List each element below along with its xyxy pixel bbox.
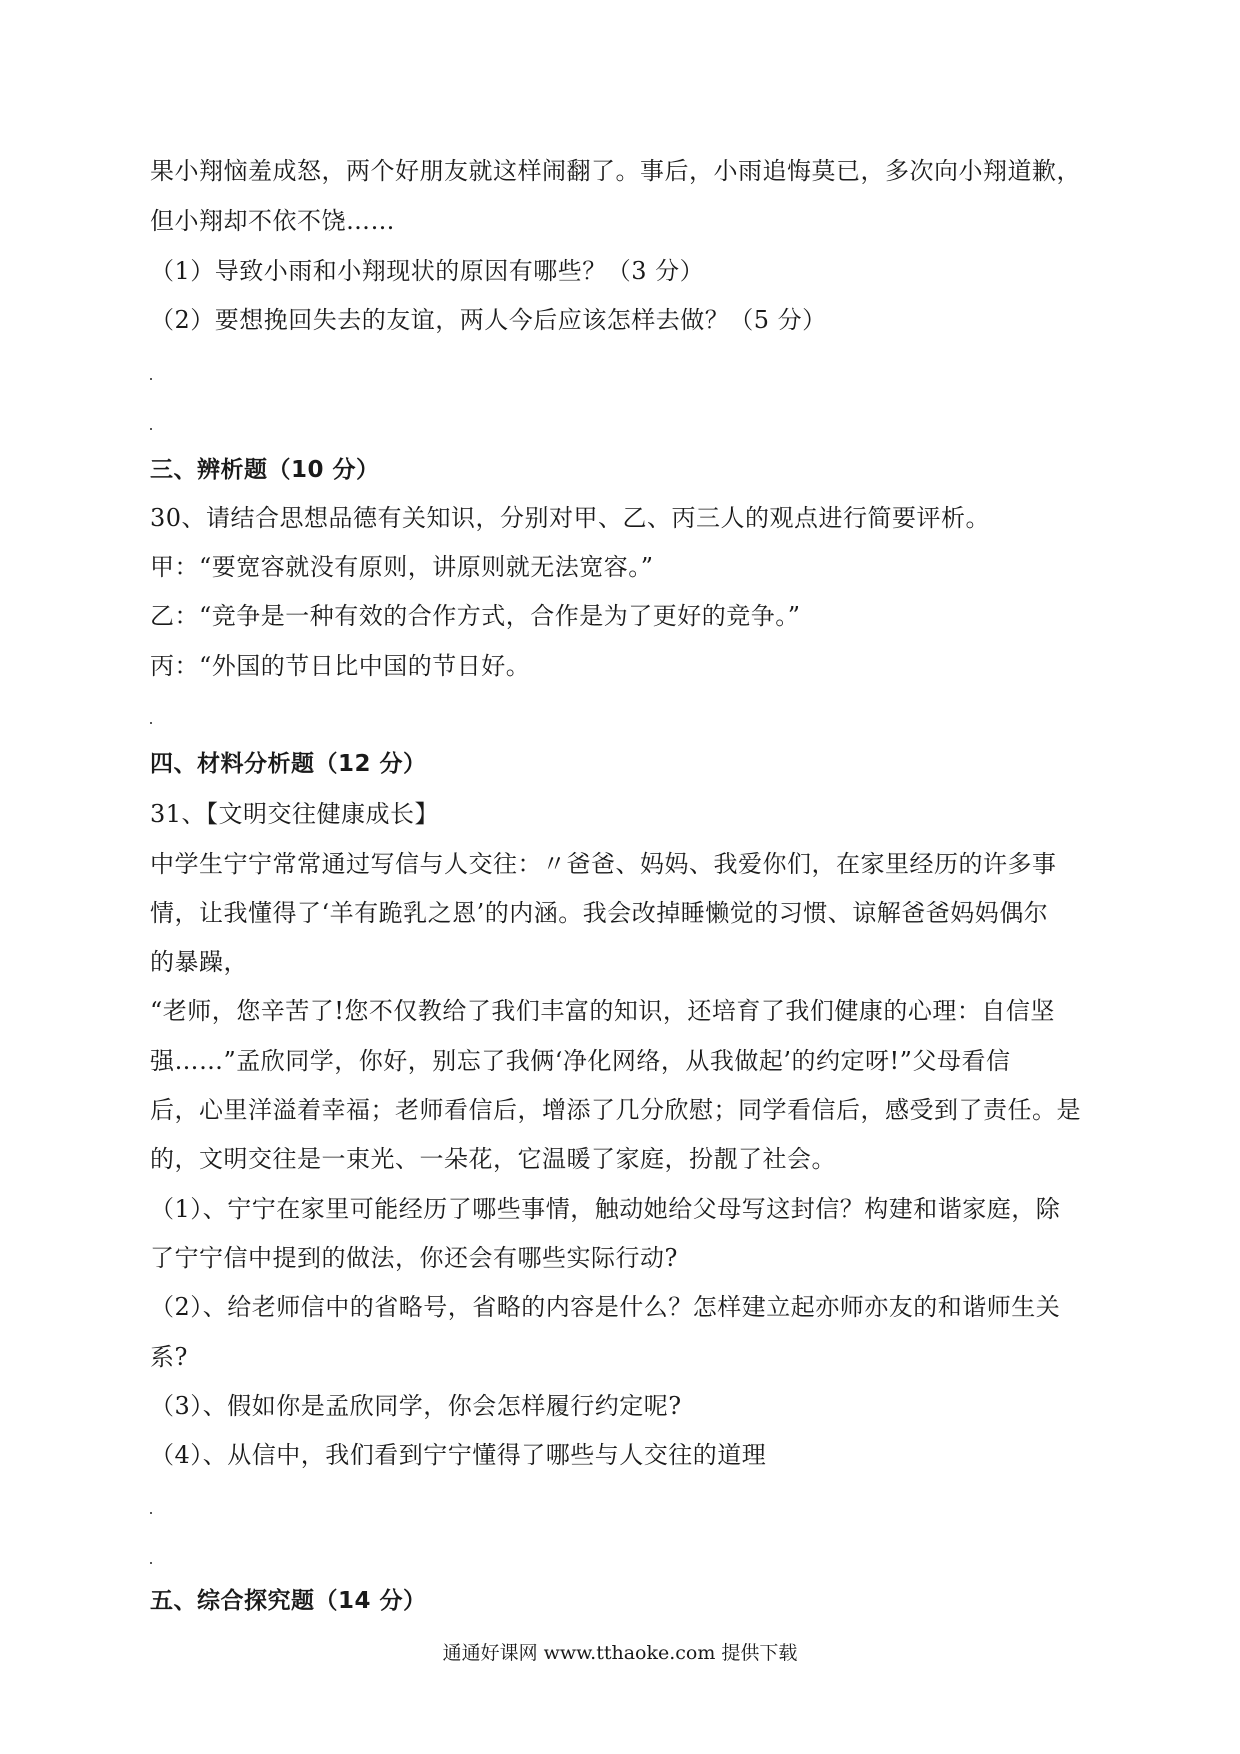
text-line: 但小翔却不依不饶……	[150, 207, 395, 235]
section-heading: 五、综合探究题（14 分）	[150, 1588, 427, 1614]
section-heading: 三、辨析题（10 分）	[150, 457, 380, 483]
blank-mark	[150, 1512, 152, 1514]
text-line: 系?	[150, 1343, 188, 1371]
question-item: （1）、宁宁在家里可能经历了哪些事情，触动她给父母写这封信？构建和谐家庭，除	[150, 1195, 1061, 1223]
text-line: 强……”孟欣同学，你好，别忘了我俩‘净化网络，从我做起’的约定呀!”父母看信	[150, 1047, 1011, 1075]
page-footer: 通通好课网 www.tthaoke.com 提供下载	[442, 1642, 798, 1664]
blank-mark	[150, 1562, 152, 1564]
blank-mark	[150, 428, 152, 430]
text-line: 情，让我懂得了‘羊有跪乳之恩’的内涵。我会改掉睡懒觉的习惯、谅解爸爸妈妈偶尔	[150, 899, 1049, 927]
text-line: 的暴躁，	[150, 948, 248, 976]
text-line: 了宁宁信中提到的做法，你还会有哪些实际行动?	[150, 1244, 678, 1272]
blank-mark	[150, 722, 152, 724]
text-line: 后，心里洋溢着幸福；老师看信后，增添了几分欣慰；同学看信后，感受到了责任。是	[150, 1096, 1081, 1124]
question-prompt: 30、请结合思想品德有关知识，分别对甲、乙、丙三人的观点进行简要评析。	[150, 504, 991, 532]
question-item: （1）导致小雨和小翔现状的原因有哪些？（3 分）	[150, 257, 705, 285]
question-item: （2）要想挽回失去的友谊，两人今后应该怎样去做？（5 分）	[150, 306, 827, 334]
text-line: 中学生宁宁常常通过写信与人交往：〃爸爸、妈妈、我爱你们，在家里经历的许多事	[150, 850, 1057, 878]
text-line: “老师，您辛苦了!您不仅教给了我们丰富的知识，还培育了我们健康的心理：自信坚	[150, 997, 1055, 1025]
section-heading: 四、材料分析题（12 分）	[150, 751, 427, 777]
question-item: （4）、从信中，我们看到宁宁懂得了哪些与人交往的道理	[150, 1441, 767, 1469]
text-line: 丙：“外国的节日比中国的节日好。	[150, 652, 531, 680]
question-item: （2）、给老师信中的省略号，省略的内容是什么？怎样建立起亦师亦友的和谐师生关	[150, 1293, 1061, 1321]
question-item: （3）、假如你是孟欣同学，你会怎样履行约定呢?	[150, 1392, 682, 1420]
text-line: 甲：“要宽容就没有原则，讲原则就无法宽容。”	[150, 553, 654, 581]
text-line: 果小翔恼羞成怒，两个好朋友就这样闹翻了。事后，小雨追悔莫已，多次向小翔道歉，	[150, 157, 1081, 185]
text-line: 乙：“竞争是一种有效的合作方式，合作是为了更好的竞争。”	[150, 602, 801, 630]
question-prompt: 31、【文明交往健康成长】	[150, 800, 440, 828]
text-line: 的，文明交往是一束光、一朵花，它温暖了家庭，扮靓了社会。	[150, 1145, 836, 1173]
blank-mark	[150, 378, 152, 380]
